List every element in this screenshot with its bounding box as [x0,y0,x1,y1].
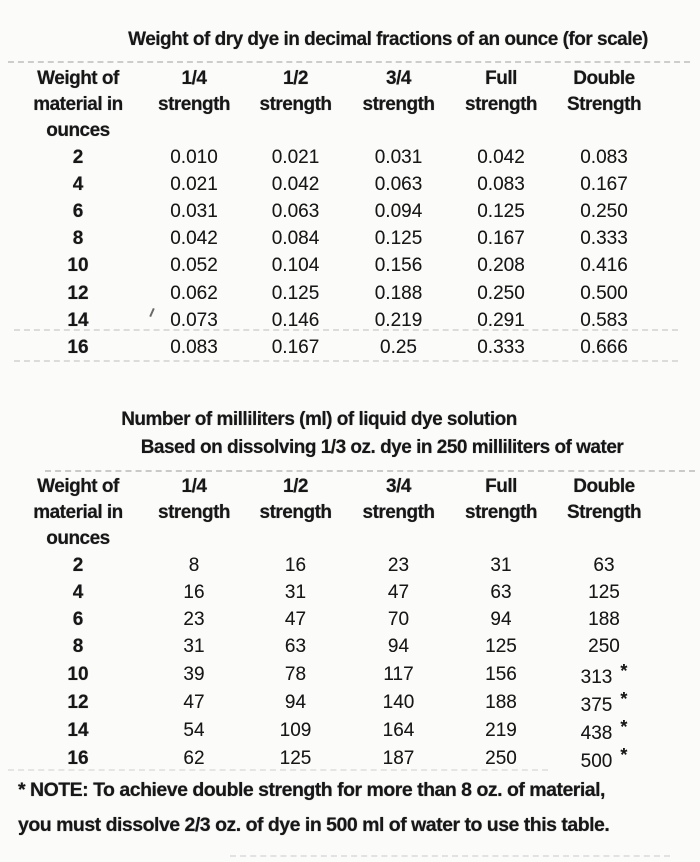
table-row [12,579,656,606]
data-cell: 0.031 [374,146,423,168]
data-cell: 438 * [580,716,628,744]
data-cell: 109 [279,719,312,741]
footnote [18,773,688,842]
asterisk-marker: * [620,716,628,737]
table-row [12,171,656,198]
data-cell: 0.156 [374,255,423,277]
column-header: 1/2 strength [259,68,332,115]
data-cell: 94 [490,608,512,630]
header-row [12,474,656,552]
dotted-scan-line [14,329,678,331]
data-cell: 125 [279,747,312,769]
row-label: 10 [67,255,89,277]
data-cell: 250 [485,747,517,769]
dotted-scan-line [8,61,690,63]
data-cell: 125 [485,636,517,658]
data-cell: 140 [382,691,415,713]
row-label: 14 [67,309,89,331]
data-cell: 188 [588,608,620,630]
row-label: 10 [67,663,89,685]
table-row [12,253,656,280]
data-cell: 0.583 [580,309,628,331]
dotted-scan-line [230,855,670,857]
data-cell: 23 [387,554,410,576]
data-cell: 0.125 [271,282,320,304]
data-cell: 0.25 [380,336,417,358]
row-label: 16 [67,336,89,358]
column-header: 1/4 strength [158,476,230,523]
column-header: Double Strength [566,68,642,115]
data-cell: 39 [183,663,205,685]
asterisk-marker: * [620,660,628,681]
column-header: 1/2 strength [259,476,332,523]
dry-dye-table-title: Weight of dry dye in decimal fractions of an ounce (for scale) [128,29,648,50]
data-cell: 375 * [580,688,628,716]
data-cell: 0.021 [271,146,320,168]
row-label: 2 [72,146,84,168]
table-row [12,661,656,689]
data-cell: 0.021 [170,173,218,195]
data-cell: 94 [284,691,307,713]
data-cell: 0.125 [477,200,525,222]
column-header: Full strength [465,476,537,523]
data-cell: 0.062 [170,282,218,304]
data-cell: 0.084 [271,228,320,250]
row-label: 8 [72,228,84,250]
table-row [12,552,656,579]
liquid-dye-ml-table [12,474,656,773]
data-cell: 0.042 [477,146,525,168]
row-label: 14 [67,719,89,741]
data-cell: 31 [183,636,205,658]
data-cell: 0.010 [170,146,218,168]
table-row [12,634,656,661]
table-row [12,226,656,253]
data-cell: 0.291 [477,309,525,331]
row-label: 8 [72,636,84,658]
column-header: 3/4 strength [362,68,435,115]
data-cell: 0.083 [170,336,218,358]
asterisk-marker: * [620,744,628,765]
liquid-dye-table-title-line2: Based on dissolving 1/3 oz. dye in 250 milliliters of water [140,437,624,458]
data-cell: 16 [284,554,307,576]
data-cell: 0.219 [374,309,423,331]
data-cell: 31 [490,554,512,576]
table-row [12,689,656,717]
data-cell: 47 [387,581,410,603]
data-cell: 0.666 [580,336,628,358]
row-label: 12 [67,691,89,713]
row-label: 16 [67,747,89,769]
data-cell: 0.083 [477,173,525,195]
data-cell: 8 [188,554,200,576]
data-cell: 94 [387,636,410,658]
row-label: 2 [72,554,84,576]
data-cell: 62 [183,747,205,769]
header-row [12,66,656,144]
data-cell: 0.042 [170,228,218,250]
row-label: 6 [72,200,84,222]
data-cell: 63 [593,554,615,576]
data-cell: 0.063 [374,173,423,195]
data-cell: 0.125 [374,228,423,250]
data-cell: 156 [485,663,517,685]
data-cell: 31 [284,581,307,603]
data-cell: 63 [490,581,512,603]
data-cell: 0.188 [374,282,423,304]
table-row [12,198,656,225]
data-cell: 0.250 [477,282,525,304]
footnote-line1: * NOTE: To achieve double strength for more than 8 oz. of material, [18,779,605,801]
column-header: Double Strength [566,476,642,523]
data-cell: 0.104 [271,255,320,277]
row-label: 6 [72,608,84,630]
table-row [12,280,656,307]
data-cell: 0.073 [170,309,218,331]
dotted-scan-line [8,769,548,771]
liquid-dye-table-title-line1: Number of milliliters (ml) of liquid dye solution [121,409,517,430]
footnote-line2: you must dissolve 2/3 oz. of dye in 500 ml of water to use this table. [18,813,610,836]
dry-dye-weight-table [12,66,656,362]
data-cell: 117 [383,663,414,685]
dotted-scan-line [45,470,695,472]
column-header: Weight of material in ounces [33,476,123,549]
asterisk-marker: * [620,688,628,709]
table-row [12,144,656,171]
data-cell: 164 [382,719,415,741]
data-cell: 0.167 [271,336,320,358]
data-cell: 23 [183,608,205,630]
row-label: 4 [72,581,84,603]
data-cell: 500 * [580,744,628,772]
data-cell: 0.167 [477,228,525,250]
column-header: 1/4 strength [158,68,230,115]
data-cell: 219 [485,719,517,741]
dry-dye-table-header [12,66,656,144]
data-cell: 188 [485,691,517,713]
data-cell: 0.146 [271,309,320,331]
column-header: Weight of material in ounces [33,68,123,141]
data-cell: 0.208 [477,255,525,277]
column-header: Full strength [465,68,537,115]
table-row [12,334,656,361]
data-cell: 78 [284,663,307,685]
column-header: 3/4 strength [362,476,435,523]
data-cell: 0.167 [580,173,628,195]
row-label: 4 [72,173,84,195]
table-row [12,606,656,633]
data-cell: 0.052 [170,255,218,277]
data-cell: 313 * [580,660,628,688]
table-row [12,717,656,745]
data-cell: 0.333 [477,336,525,358]
data-cell: 0.094 [374,200,423,222]
data-cell: 63 [284,636,307,658]
row-label: 12 [67,282,89,304]
data-cell: 187 [382,747,415,769]
data-cell: 0.042 [271,173,320,195]
data-cell: 0.250 [580,200,628,222]
data-cell: 0.500 [580,282,628,304]
data-cell: 70 [387,608,410,630]
data-cell: 47 [183,691,205,713]
liquid-dye-table-header [12,474,656,552]
data-cell: 54 [183,719,205,741]
data-cell: 0.031 [170,200,218,222]
data-cell: 0.416 [580,255,628,277]
data-cell: 0.333 [580,228,628,250]
data-cell: 0.083 [580,146,628,168]
liquid-dye-table-body [12,552,656,773]
data-cell: 250 [588,636,620,658]
data-cell: 47 [284,608,307,630]
data-cell: 0.063 [271,200,320,222]
data-cell: 16 [183,581,205,603]
data-cell: 125 [588,581,620,603]
dotted-scan-line [14,360,678,362]
